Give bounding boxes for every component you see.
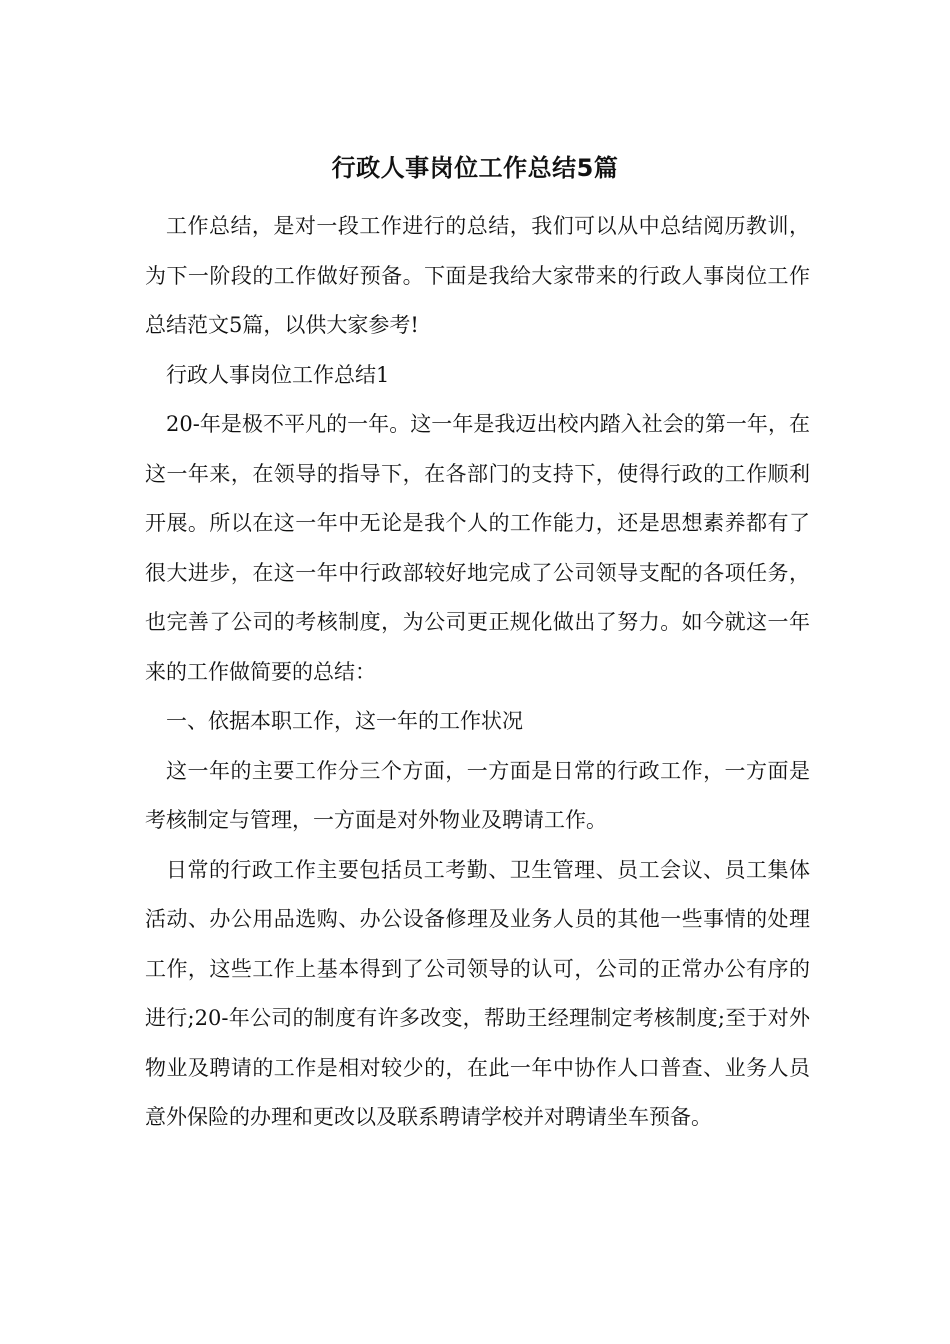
body-paragraph: 这一年的主要工作分三个方面，一方面是日常的行政工作，一方面是考核制定与管理，一方面是对外物业及聘请工作。 [145, 758, 810, 832]
body-paragraph: 20-年是极不平凡的一年。这一年是我迈出校内踏入社会的第一年，在这一年来，在领导的指导下，在各部门的支持下，使得行政的工作顺利开展。所以在这一年中无论是我个人的工作能力，还是思想素养都有了很大进步，在这一年中行政部较好地完成了公司领导支配的各项任务，也完善了公司的考核制度，为公司更正规化做出了努力。如今就这一年来的工作做简要的总结： [145, 412, 810, 684]
document-body [145, 202, 810, 1143]
body-paragraph: 日常的行政工作主要包括员工考勤、卫生管理、员工会议、员工集体活动、办公用品选购、办公设备修理及业务人员的其他一些事情的处理工作，这些工作上基本得到了公司领导的认可，公司的正常办公有序的进行;20-年公司的制度有许多改变，帮助王经理制定考核制度;至于对外物业及聘请的工作是相对较少的，在此一年中协作人口普查、业务人员意外保险的办理和更改以及联系聘请学校并对聘请坐车预备。 [145, 857, 810, 1129]
section-heading-1: 行政人事岗位工作总结1 [166, 362, 390, 387]
subsection-heading: 一、依据本职工作，这一年的工作状况 [166, 709, 523, 733]
intro-paragraph: 工作总结，是对一段工作进行的总结，我们可以从中总结阅历教训，为下一阶段的工作做好预备。下面是我给大家带来的行政人事岗位工作总结范文5篇，以供大家参考! [145, 214, 810, 337]
document-title: 行政人事岗位工作总结5篇 [331, 154, 619, 182]
